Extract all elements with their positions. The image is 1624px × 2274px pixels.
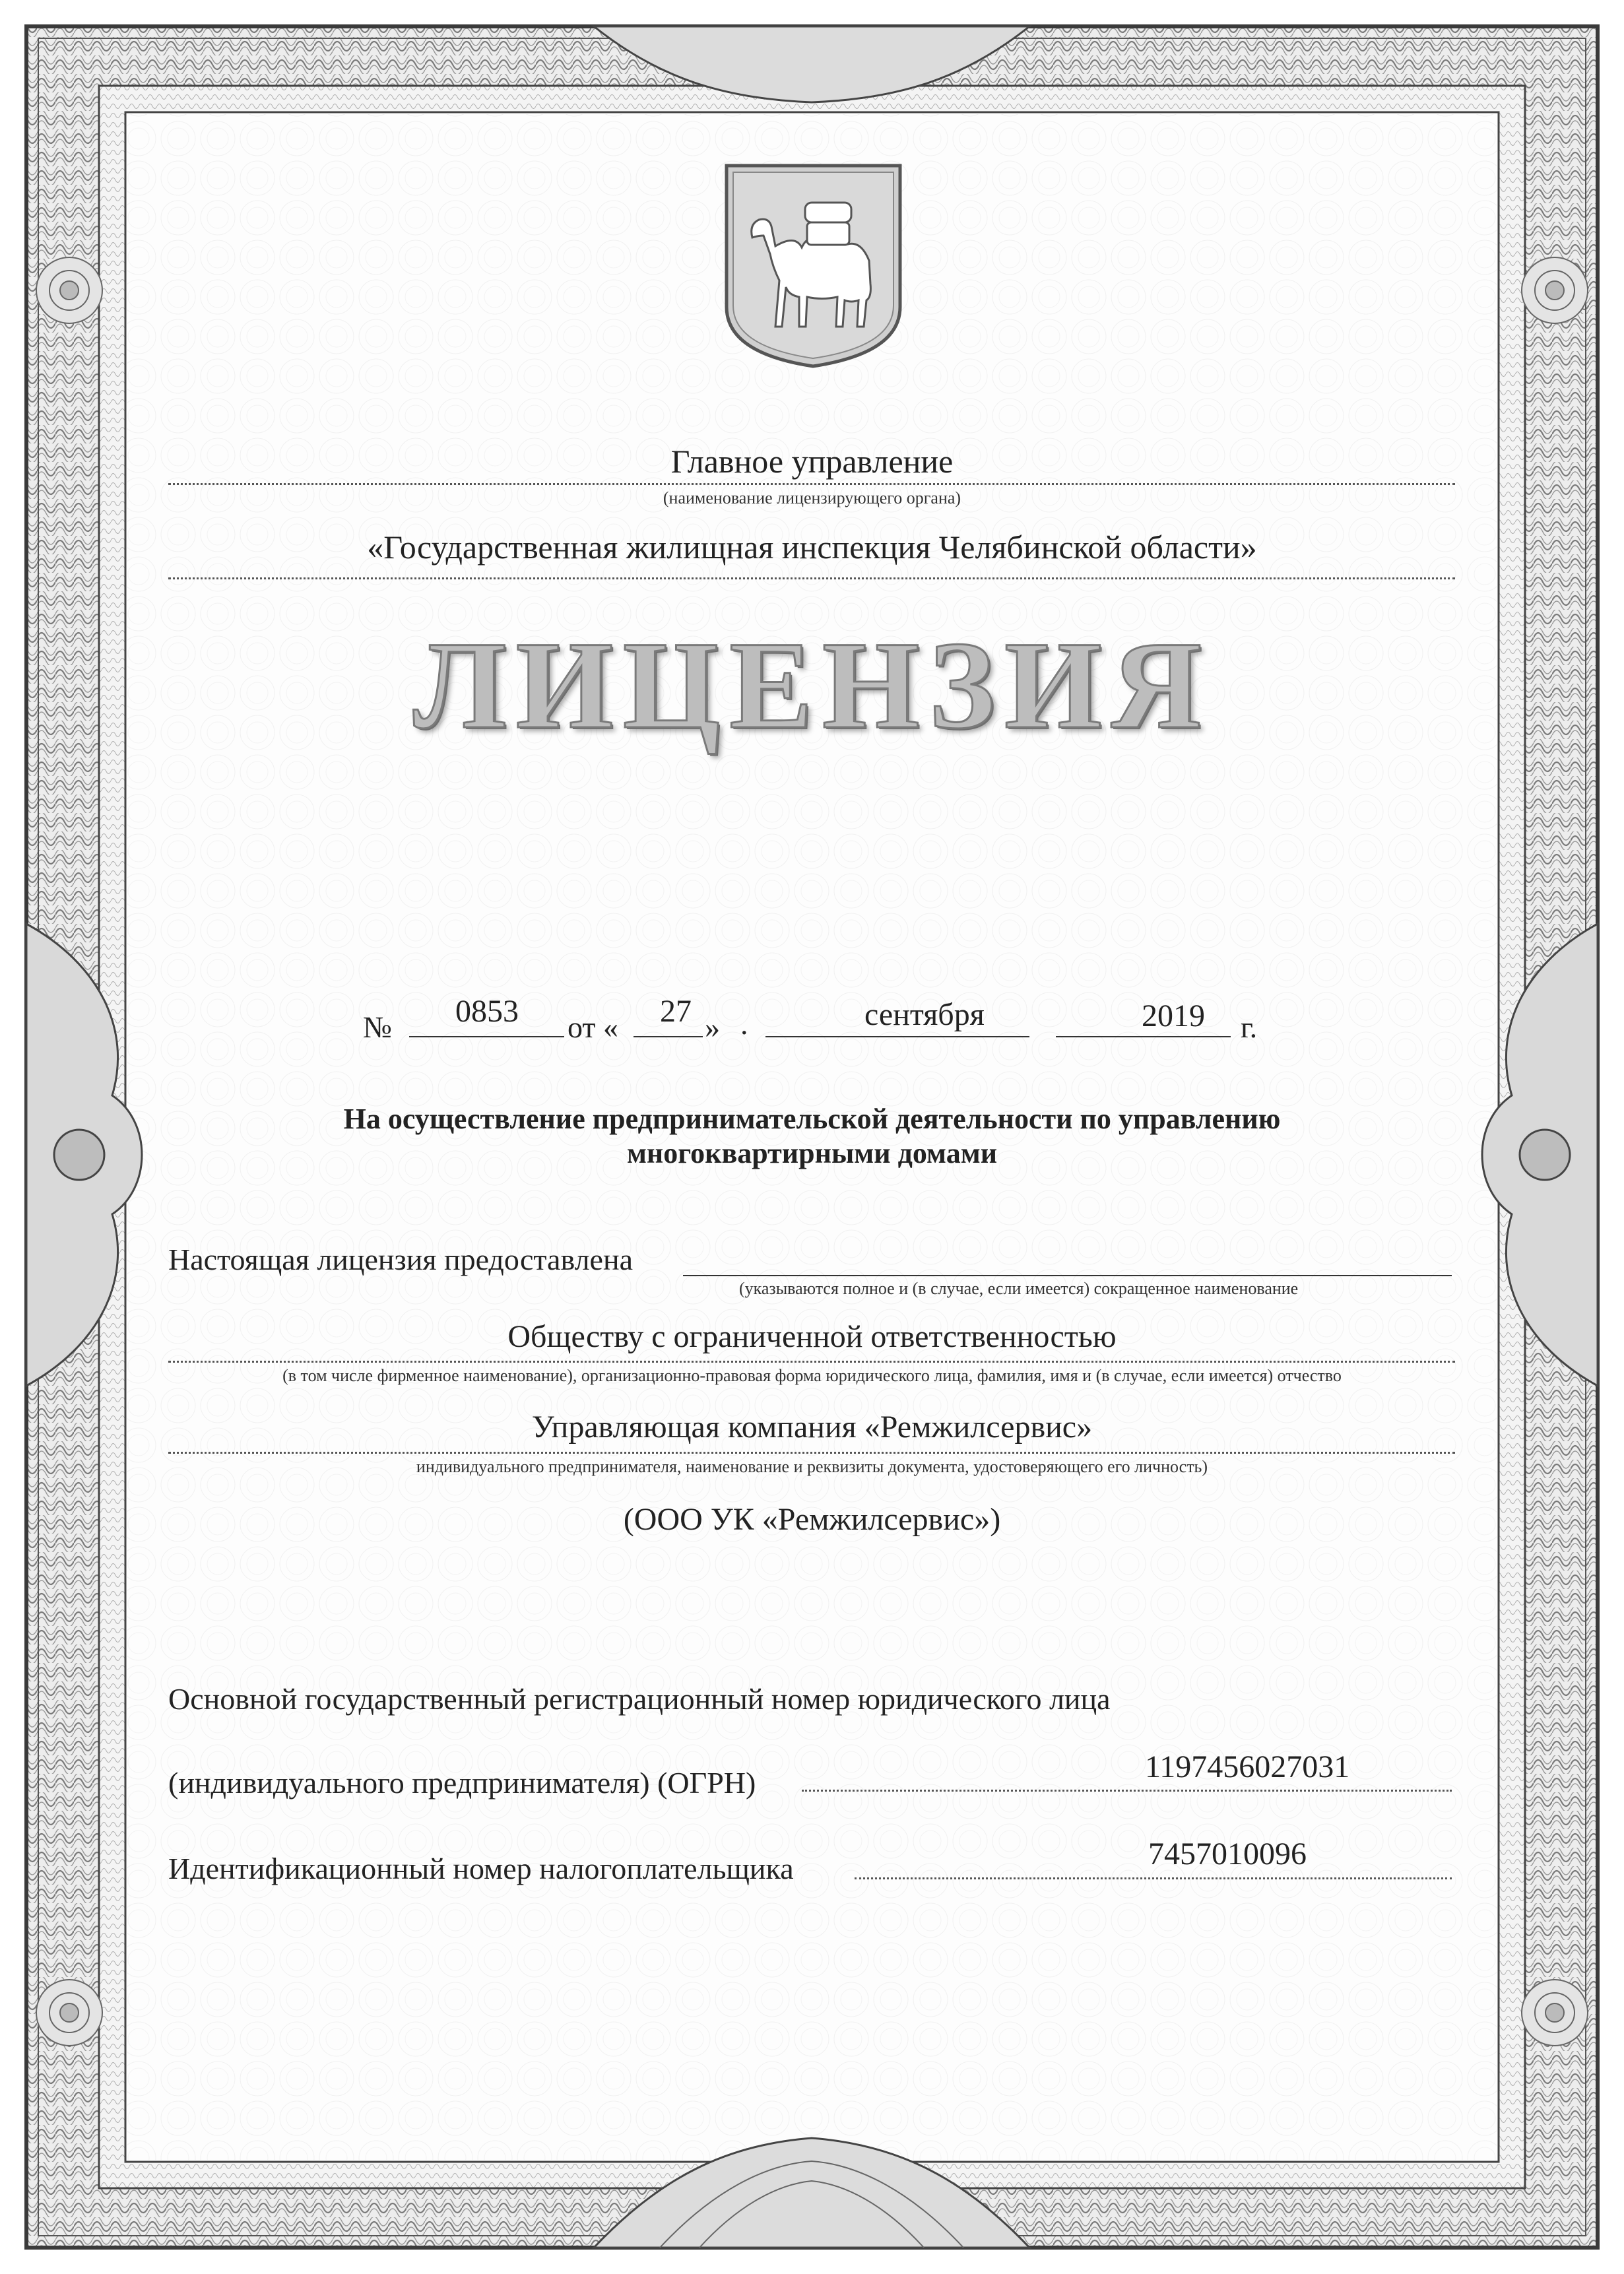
ogrn-underline: [802, 1790, 1452, 1792]
activity-line-1: На осуществление предпринимательской деятельности по управлению: [343, 1103, 1281, 1135]
day-underline: [633, 1036, 703, 1037]
inn-value: 7457010096: [1148, 1836, 1307, 1871]
licensee-name-line-1: Обществу с ограниченной ответственностью: [507, 1319, 1117, 1354]
number-label: №: [363, 1010, 392, 1044]
licensee-caption-3: индивидуального предпринимателя, наименование и реквизиты документа, удостоверяющего его личность): [416, 1457, 1208, 1476]
authority-line-2: «Государственная жилищная инспекция Челябинской области»: [367, 529, 1257, 566]
ogrn-label-line-1: Основной государственный регистрационный номер юридического лица: [168, 1682, 1111, 1716]
licensee-underline-0: [683, 1275, 1452, 1276]
license-year: 2019: [1142, 998, 1205, 1033]
date-dot: .: [740, 1007, 748, 1041]
authority-line-1: Главное управление: [670, 443, 954, 480]
licensee-short-name: (ООО УК «Ремжилсервис»): [623, 1502, 1001, 1537]
license-day: 27: [660, 994, 692, 1029]
number-underline: [409, 1036, 564, 1037]
day-close-quote: »: [705, 1010, 720, 1044]
authority-underline-2: [168, 577, 1455, 579]
from-label: от «: [568, 1010, 618, 1044]
licensee-label: Настоящая лицензия предоставлена: [168, 1243, 633, 1276]
licensee-underline-2: [168, 1452, 1455, 1454]
license-number: 0853: [455, 994, 519, 1029]
authority-caption: (наименование лицензирующего органа): [663, 488, 961, 507]
licensee-caption-2: (в том числе фирменное наименование), организационно-правовая форма юридического лица, фамилия, имя и (в случае, если имеется) отчество: [282, 1366, 1342, 1385]
year-suffix: г.: [1241, 1010, 1258, 1044]
inn-label: Идентификационный номер налогоплательщика: [168, 1852, 794, 1885]
licensee-caption-1: (указываются полное и (в случае, если имеется) сокращенное наименование: [739, 1279, 1299, 1298]
coat-of-arms-emblem: [723, 162, 904, 370]
ogrn-value: 1197456027031: [1145, 1749, 1350, 1784]
inn-underline: [855, 1877, 1452, 1879]
ogrn-label-line-2: (индивидуального предпринимателя) (ОГРН): [168, 1766, 756, 1800]
activity-line-2: многоквартирными домами: [626, 1137, 998, 1169]
authority-underline-1: [168, 483, 1455, 485]
licensee-underline-1: [168, 1361, 1455, 1363]
year-underline: [1056, 1036, 1231, 1037]
license-title: ЛИЦЕНЗИЯ: [413, 616, 1211, 755]
license-month: сентября: [864, 997, 985, 1032]
month-underline: [765, 1036, 1029, 1037]
licensee-name-line-2: Управляющая компания «Ремжилсервис»: [531, 1410, 1093, 1445]
